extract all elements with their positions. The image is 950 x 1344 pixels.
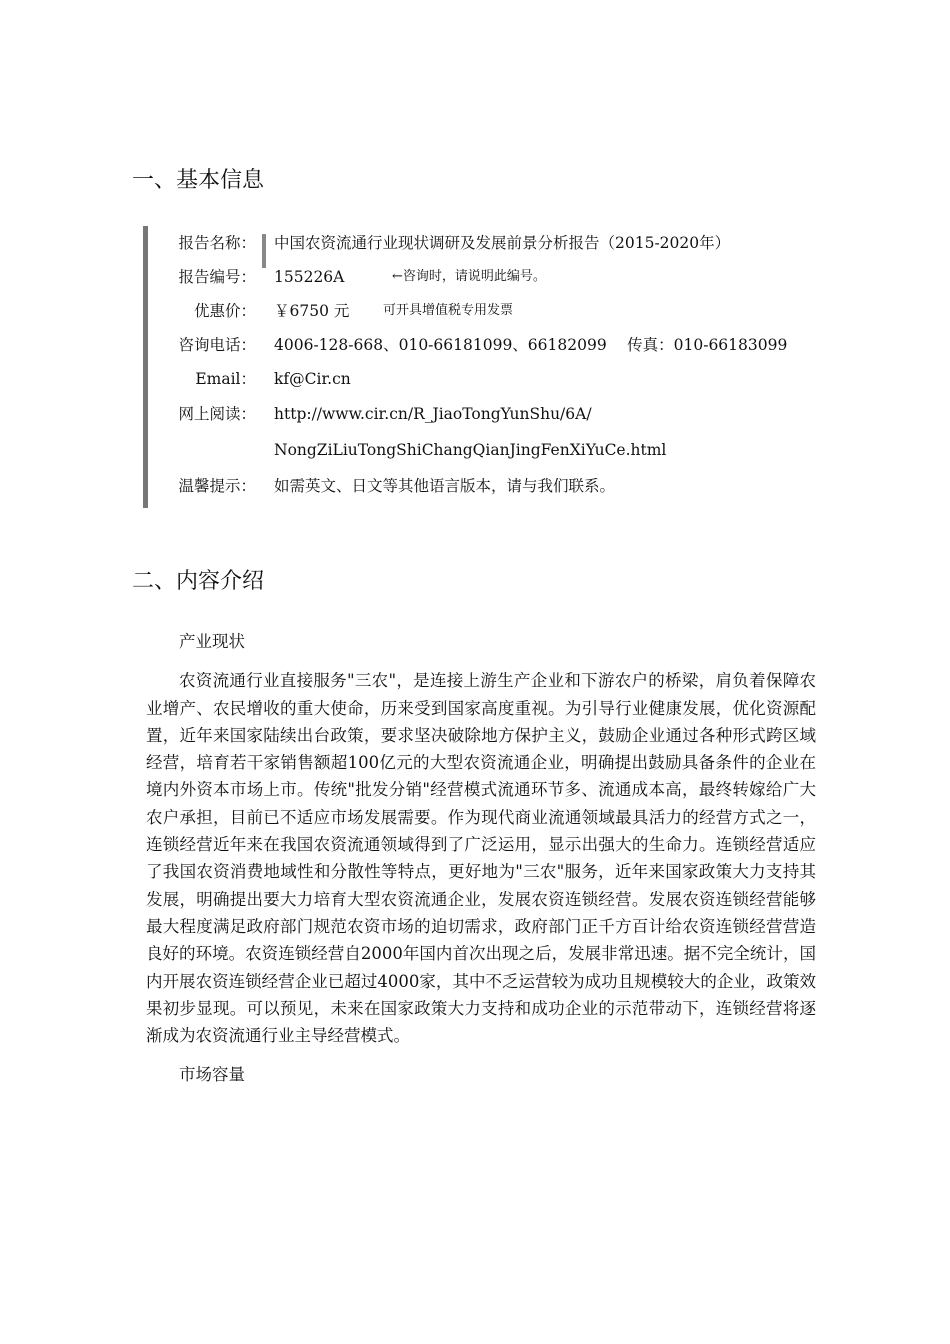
paragraph-industry-status: 农资流通行业直接服务"三农"，是连接上游生产企业和下游农户的桥梁，肩负着保障农业增产、农民增收的重大使命，历来受到国家高度重视。为引导行业健康发展，优化资源配置，近年来国家陆续出台政策，要求坚决破除地方保护主义，鼓励企业通过各种形式跨区域经营，培育若干家销售额超100亿元的大型农资流通企业，明确提出鼓励具备条件的企业在境内外资本市场上市。传统"批发分销"经营模式流通环节多、流通成本高，最终转嫁给广大农户承担，目前已不适应市场发展需要。作为现代商业流通领域最具活力的经营方式之一，连锁经营近年来在我国农资流通领域得到了广泛运用，显示出强大的生命力。连锁经营适应了我国农资消费地域性和分散性等特点，更好地为"三农"服务，近年来国家政策大力支持其发展，明确提出要大力培育大型农资流通企业，发展农资连锁经营。发展农资连锁经营能够最大程度满足政府部门规范农资市场的迫切需求，政府部门正千方百计给农资连锁经营营造良好的环境。农资连锁经营自2000年国内首次出现之后，发展非常迅速。据不完全统计，国内开展农资连锁经营企业已超过4000家，其中不乏运营较为成功且规模较大的企业，政策效果初步显现。可以预见，未来在国家政策大力支持和成功企业的示范带动下，连锁经营将逐渐成为农资流通行业主导经营模式。 — [146, 671, 816, 1046]
tip-value: 如需英文、日文等其他语言版本，请与我们联系。 — [274, 477, 616, 495]
online-label: 网上阅读： — [178, 405, 256, 423]
report-no-value: 155226A — [274, 268, 345, 286]
report-name-label: 报告名称： — [178, 234, 256, 252]
online-url-line1[interactable]: http://www.cir.cn/R_JiaoTongYunShu/6A/ — [274, 405, 592, 423]
content-body — [146, 628, 816, 1101]
price-label: 优惠价： — [193, 302, 256, 320]
price-value: ￥6750 元 — [274, 302, 350, 320]
section-title-basic-info: 一、基本信息 — [132, 168, 265, 193]
phone-value: 4006-128-668、010-66181099、66182099 传真：010-66183099 — [274, 336, 788, 354]
subheading-industry-status: 产业现状 — [179, 632, 245, 651]
report-no-note: ←咨询时，请说明此编号。 — [392, 269, 546, 284]
phone-label: 咨询电话： — [178, 336, 256, 354]
basic-info-block — [143, 226, 828, 508]
price-note: 可开具增值税专用发票 — [383, 303, 514, 318]
report-no-label: 报告编号： — [178, 268, 256, 286]
email-label: Email： — [195, 370, 256, 388]
report-name-value: 中国农资流通行业现状调研及发展前景分析报告（2015-2020年） — [274, 234, 731, 252]
email-link[interactable]: kf@Cir.cn — [274, 370, 351, 388]
online-url-line2[interactable]: NongZiLiuTongShiChangQianJingFenXiYuCe.html — [274, 441, 667, 459]
subheading-market-capacity: 市场容量 — [179, 1065, 245, 1085]
separator-bar — [262, 234, 266, 268]
tip-label: 温馨提示： — [178, 477, 256, 495]
section-title-content: 二、内容介绍 — [132, 569, 265, 594]
